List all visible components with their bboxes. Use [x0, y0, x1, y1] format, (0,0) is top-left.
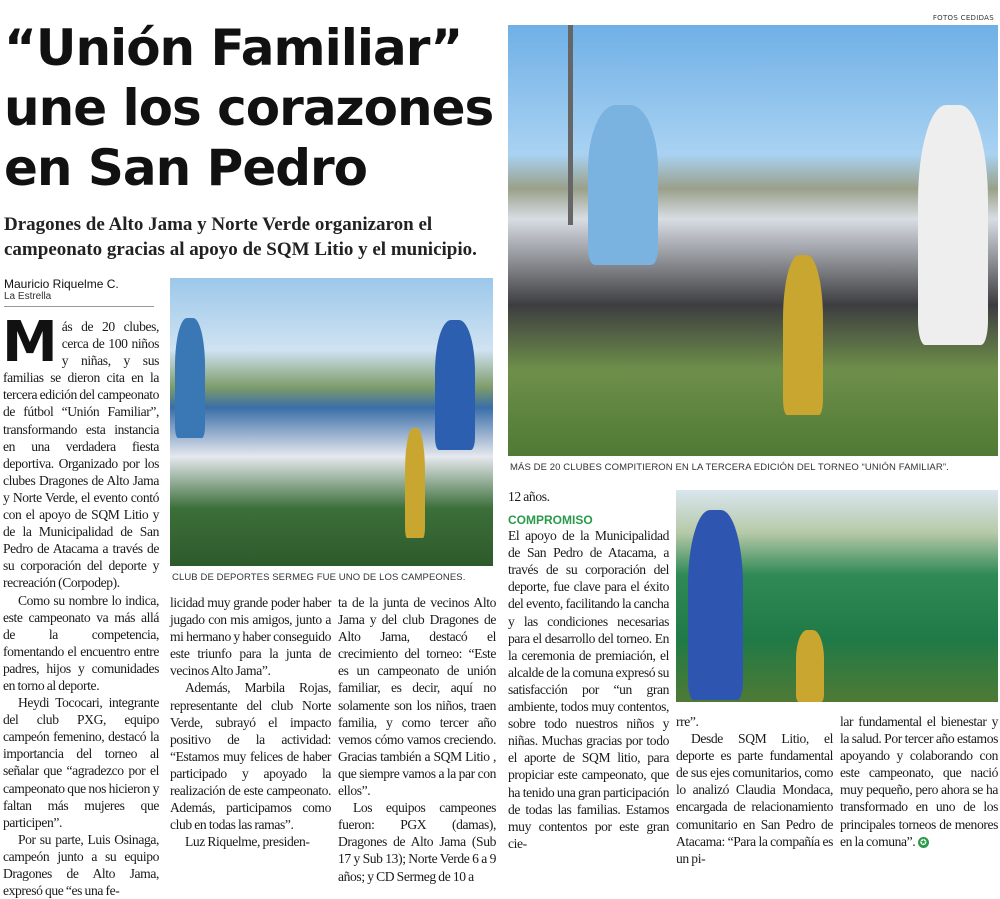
paragraph: Como su nombre lo indica, este campeonato va más allá de la competencia, fomentando el encuentro entre padres, hijos y comunidades en torno al deporte. [3, 592, 159, 693]
article-column-5 [676, 713, 833, 867]
article-column-4 [508, 488, 669, 852]
photo-credit: FOTOS CEDIDAS [932, 14, 994, 22]
paragraph: ta de la junta de vecinos Alto Jama y del club Dragones de Alto Jama, destacó el crecimiento del torneo: “Este es un campeonato de unión familiar, es decir, aquí no solamente son los niños, traen familia, y como tercer año vemos cómo vamos creciendo. Gracias también a SQM Litio , que siempre vamos a la par con ellos”. [338, 595, 496, 799]
paragraph: Por su parte, Luis Osinaga, campeón junto a su equipo Dragones de Alto Jama, expresó que “es una fe- [3, 831, 159, 899]
drop-cap: M [2, 310, 58, 375]
deck-subtitle: Dragones de Alto Jama y Norte Verde organizaron el campeonato gracias al apoyo de SQM Litio y el municipio. [4, 214, 477, 260]
photo-womens-team [676, 490, 998, 702]
article-column-1 [2, 310, 159, 899]
paragraph: El apoyo de la Municipalidad de San Pedro de Atacama, a través de su corporación del deporte, fue clave para el éxito del evento, facilitando la cancha y las condiciones necesarias para el desarrollo del torneo. En la ceremonia de premiación, el alcalde de la comuna expresó su satisfacción por “un gran ambiente, todos muy contentos, sobre todo nuestros niños y niñas. Muchas gracias por todo el aporte de SQM litio, para propiciar este campeonato, que ha tenido una gran participación de todas las familias. Estamos muy contentos por este gran cie- [508, 528, 669, 851]
article-column-2 [170, 594, 331, 850]
photo-figure [688, 510, 743, 700]
headline: “Unión Familiar” une los corazones en San Pedro [4, 19, 494, 197]
trophy [405, 428, 425, 538]
photo-figure [435, 320, 475, 450]
byline [4, 277, 154, 307]
photo-caption: MÁS DE 20 CLUBES COMPITIERON EN LA TERCERA EDICIÓN DEL TORNEO “UNIÓN FAMILIAR”. [510, 462, 949, 473]
paragraph: licidad muy grande poder haber jugado con mis amigos, junto a mi hermano y haber conseguido este triunfo para la junta de vecinos Alto Jama”. [170, 595, 331, 679]
paragraph: ás de 20 clubes, cerca de 100 niños y niñas, y sus familias se dieron cita en la tercera edición del campeonato de fútbol “Unión Familiar”, transformando esta instancia en una verdadera fiesta deportiva. Organizado por los clubes Dragones de Alto Jama y Norte Verde, el evento contó con el apoyo de SQM Litio y de la Municipalidad de San Pedro de Atacama a través de su corporación del deporte y recreación (Corpodep). [3, 319, 159, 591]
paragraph: 12 años. [508, 489, 550, 504]
paragraph: Además, Marbila Rojas, representante del club Norte Verde, subrayó el impacto positivo de la actividad: “Estamos muy felices de haber participado y apoyado la realización de este campeonato. Además, participamos como club en todas las ramas”. [170, 680, 331, 833]
photo-figure [588, 105, 658, 265]
outlet: La Estrella [4, 291, 52, 302]
light-pole [568, 25, 573, 225]
paragraph: lar fundamental el bienestar y la salud. Por tercer año estamos apoyando y colaborando con este campeonato, que nació muy pequeño, pero ahora se ha transformado en uno de los principales torneos de menores en la comuna”. [840, 714, 998, 849]
paragraph: rre”. [676, 714, 699, 729]
photo-caption: CLUB DE DEPORTES SERMEG FUE UNO DE LOS CAMPEONES. [172, 572, 466, 583]
article-column-3 [338, 594, 496, 885]
section-subhead: COMPROMISO [508, 513, 593, 528]
photo-figure [918, 105, 988, 345]
trophy [796, 630, 824, 702]
trophy [783, 255, 823, 415]
photo-group-clubs [508, 25, 998, 456]
photo-sermeg-team [170, 278, 493, 566]
photo-figure [175, 318, 205, 438]
article-column-6 [840, 713, 998, 850]
paragraph: Heydi Tococari, integrante del club PXG, equipo campeón femenino, destacó la importancia del torneo al señalar que “agradezco por el campeonato que nos hicieron y faltan más mujeres que participen”. [3, 695, 159, 830]
paragraph: Desde SQM Litio, el deporte es parte fundamental de sus ejes comunitarios, como lo analizó Claudia Mondaca, encargada de relacionamiento comunitario en San Pedro de Atacama: “Para la compañía es un pi- [676, 731, 833, 866]
end-mark-icon: ✪ [918, 837, 929, 848]
paragraph: Luz Riquelme, presiden- [184, 834, 310, 850]
paragraph: Los equipos campeones fueron: PGX (damas), Dragones de Alto Jama (Sub 17 y Sub 13); Norte Verde 6 a 9 años; y CD Sermeg de 10 a [338, 800, 496, 884]
author: Mauricio Riquelme C. [4, 277, 119, 291]
